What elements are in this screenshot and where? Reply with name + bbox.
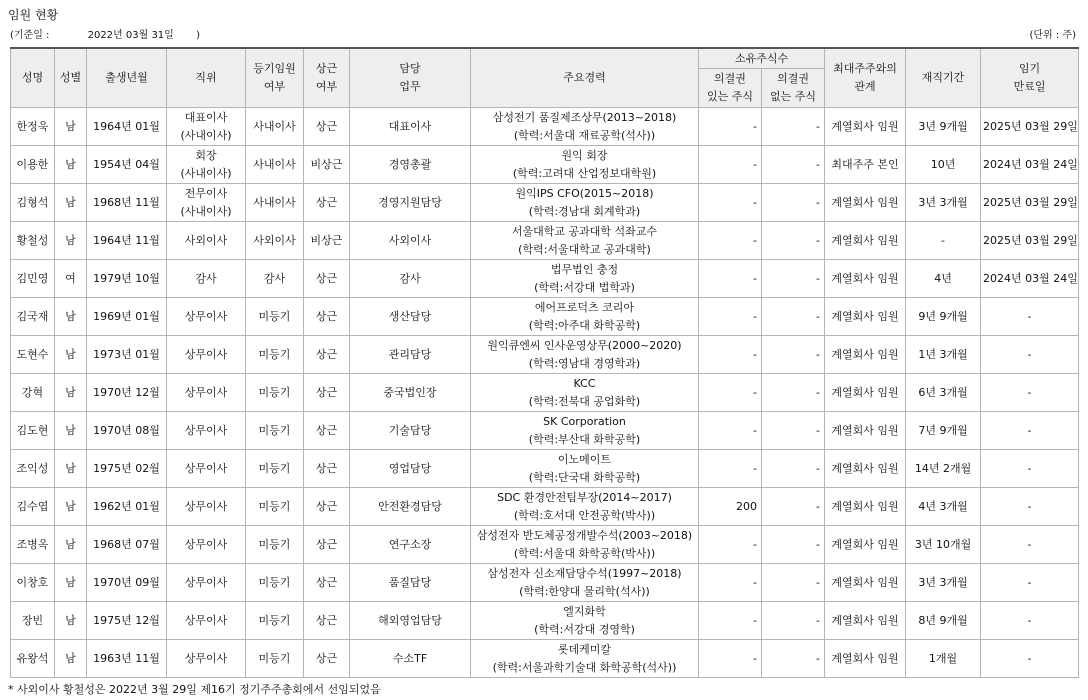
header-term: 임기 만료일 [981, 48, 1079, 108]
header-registered: 등기임원 여부 [246, 48, 304, 108]
cell-birth: 1964년 11월 [87, 222, 167, 260]
cell-voting-shares: - [699, 374, 762, 412]
cell-relation: 계열회사 임원 [825, 450, 906, 488]
header-gender: 성별 [55, 48, 87, 108]
table-row [11, 488, 1079, 526]
cell-gender: 남 [55, 564, 87, 602]
cell-fulltime: 상근 [304, 260, 350, 298]
cell-duty: 생산담당 [350, 298, 471, 336]
cell-nonvoting-shares: - [762, 450, 825, 488]
cell-fulltime: 상근 [304, 640, 350, 678]
cell-gender: 남 [55, 526, 87, 564]
cell-term-expiry: - [981, 564, 1079, 602]
cell-voting-shares: - [699, 298, 762, 336]
cell-career: 서울대학교 공과대학 석좌교수 (학력:서울대학교 공과대학) [471, 222, 699, 260]
cell-voting-shares: - [699, 640, 762, 678]
cell-term-expiry: 2025년 03월 29일 [981, 108, 1079, 146]
cell-name: 장빈 [11, 602, 55, 640]
cell-gender: 남 [55, 184, 87, 222]
cell-relation: 계열회사 임원 [825, 336, 906, 374]
cell-gender: 남 [55, 488, 87, 526]
cell-position: 상무이사 [167, 526, 246, 564]
cell-tenure: 1년 3개월 [906, 336, 981, 374]
cell-position: 상무이사 [167, 564, 246, 602]
cell-voting-shares: - [699, 412, 762, 450]
cell-gender: 남 [55, 222, 87, 260]
cell-voting-shares: - [699, 602, 762, 640]
cell-registered: 사외이사 [246, 222, 304, 260]
cell-duty: 경영총괄 [350, 146, 471, 184]
cell-relation: 계열회사 임원 [825, 640, 906, 678]
cell-position: 상무이사 [167, 488, 246, 526]
cell-term-expiry: - [981, 450, 1079, 488]
cell-term-expiry: - [981, 298, 1079, 336]
cell-gender: 남 [55, 108, 87, 146]
cell-career: 엘지화학 (학력:서강대 경영학) [471, 602, 699, 640]
cell-fulltime: 상근 [304, 108, 350, 146]
cell-position: 상무이사 [167, 450, 246, 488]
cell-relation: 계열회사 임원 [825, 184, 906, 222]
cell-gender: 남 [55, 336, 87, 374]
cell-tenure: 3년 3개월 [906, 184, 981, 222]
table-row [11, 222, 1079, 260]
footnote: * 사외이사 황철성은 2022년 3월 29일 제16기 정기주주총회에서 선임되었음 [8, 683, 381, 696]
cell-registered: 사내이사 [246, 146, 304, 184]
cell-tenure: 1개월 [906, 640, 981, 678]
unit-label: (단위 : 주) [1029, 30, 1076, 41]
cell-registered: 미등기 [246, 336, 304, 374]
cell-registered: 미등기 [246, 450, 304, 488]
cell-name: 유왕석 [11, 640, 55, 678]
cell-birth: 1968년 11월 [87, 184, 167, 222]
cell-gender: 남 [55, 298, 87, 336]
cell-registered: 미등기 [246, 374, 304, 412]
cell-name: 김민영 [11, 260, 55, 298]
cell-career: 삼성전자 신소재담당수석(1997~2018) (학력:한양대 물리학(석사)) [471, 564, 699, 602]
cell-gender: 남 [55, 146, 87, 184]
cell-duty: 중국법인장 [350, 374, 471, 412]
cell-term-expiry: - [981, 640, 1079, 678]
cell-voting-shares: - [699, 336, 762, 374]
page-title: 임원 현황 [8, 8, 59, 22]
cell-registered: 미등기 [246, 526, 304, 564]
header-name: 성명 [11, 48, 55, 108]
cell-name: 이용한 [11, 146, 55, 184]
cell-nonvoting-shares: - [762, 260, 825, 298]
basis-date-line [10, 26, 200, 41]
cell-career: 원익IPS CFO(2015~2018) (학력:경남대 회계학과) [471, 184, 699, 222]
cell-name: 조익성 [11, 450, 55, 488]
cell-gender: 여 [55, 260, 87, 298]
cell-relation: 계열회사 임원 [825, 488, 906, 526]
cell-nonvoting-shares: - [762, 526, 825, 564]
cell-relation: 계열회사 임원 [825, 602, 906, 640]
cell-tenure: 3년 3개월 [906, 564, 981, 602]
cell-term-expiry: 2025년 03월 29일 [981, 222, 1079, 260]
cell-voting-shares: - [699, 146, 762, 184]
cell-voting-shares: - [699, 526, 762, 564]
cell-duty: 안전환경담당 [350, 488, 471, 526]
cell-position: 사외이사 [167, 222, 246, 260]
table-row [11, 526, 1079, 564]
cell-birth: 1963년 11월 [87, 640, 167, 678]
cell-tenure: 8년 9개월 [906, 602, 981, 640]
cell-term-expiry: - [981, 412, 1079, 450]
cell-nonvoting-shares: - [762, 602, 825, 640]
cell-duty: 수소TF [350, 640, 471, 678]
cell-career: SK Corporation (학력:부산대 화학공학) [471, 412, 699, 450]
cell-name: 도현수 [11, 336, 55, 374]
cell-position: 상무이사 [167, 374, 246, 412]
cell-position: 회장 (사내이사) [167, 146, 246, 184]
cell-fulltime: 상근 [304, 564, 350, 602]
executives-table [10, 47, 1079, 678]
cell-registered: 감사 [246, 260, 304, 298]
cell-career: 삼성전자 반도체공정개발수석(2003~2018) (학력:서울대 화학공학(박사)) [471, 526, 699, 564]
cell-name: 김형석 [11, 184, 55, 222]
cell-fulltime: 상근 [304, 602, 350, 640]
cell-position: 대표이사 (사내이사) [167, 108, 246, 146]
cell-birth: 1968년 07월 [87, 526, 167, 564]
header-birth: 출생년월 [87, 48, 167, 108]
cell-duty: 대표이사 [350, 108, 471, 146]
cell-gender: 남 [55, 450, 87, 488]
cell-registered: 미등기 [246, 564, 304, 602]
cell-nonvoting-shares: - [762, 336, 825, 374]
cell-nonvoting-shares: - [762, 564, 825, 602]
cell-career: 원익큐엔씨 인사운영상무(2000~2020) (학력:영남대 경영학과) [471, 336, 699, 374]
cell-registered: 미등기 [246, 602, 304, 640]
cell-position: 상무이사 [167, 602, 246, 640]
cell-position: 상무이사 [167, 298, 246, 336]
cell-voting-shares: - [699, 564, 762, 602]
cell-nonvoting-shares: - [762, 146, 825, 184]
header-tenure: 재직기간 [906, 48, 981, 108]
table-row [11, 108, 1079, 146]
cell-registered: 미등기 [246, 488, 304, 526]
cell-registered: 미등기 [246, 640, 304, 678]
cell-fulltime: 상근 [304, 450, 350, 488]
cell-position: 감사 [167, 260, 246, 298]
cell-relation: 계열회사 임원 [825, 374, 906, 412]
cell-duty: 해외영업담당 [350, 602, 471, 640]
cell-gender: 남 [55, 602, 87, 640]
cell-birth: 1973년 01월 [87, 336, 167, 374]
table-row [11, 260, 1079, 298]
cell-duty: 경영지원담당 [350, 184, 471, 222]
cell-nonvoting-shares: - [762, 640, 825, 678]
cell-tenure: - [906, 222, 981, 260]
cell-term-expiry: - [981, 602, 1079, 640]
cell-duty: 영업담당 [350, 450, 471, 488]
table-row [11, 602, 1079, 640]
cell-fulltime: 상근 [304, 336, 350, 374]
cell-tenure: 4년 [906, 260, 981, 298]
cell-tenure: 6년 3개월 [906, 374, 981, 412]
cell-position: 전무이사 (사내이사) [167, 184, 246, 222]
header-fulltime: 상근 여부 [304, 48, 350, 108]
header-voting: 의결권 있는 주식 [699, 69, 762, 108]
cell-duty: 감사 [350, 260, 471, 298]
cell-duty: 연구소장 [350, 526, 471, 564]
cell-birth: 1969년 01월 [87, 298, 167, 336]
cell-fulltime: 상근 [304, 488, 350, 526]
cell-registered: 사내이사 [246, 184, 304, 222]
cell-nonvoting-shares: - [762, 108, 825, 146]
cell-duty: 관리담당 [350, 336, 471, 374]
cell-voting-shares: - [699, 222, 762, 260]
table-row [11, 450, 1079, 488]
cell-nonvoting-shares: - [762, 184, 825, 222]
cell-tenure: 3년 9개월 [906, 108, 981, 146]
cell-relation: 계열회사 임원 [825, 108, 906, 146]
cell-gender: 남 [55, 374, 87, 412]
cell-fulltime: 상근 [304, 526, 350, 564]
table-row [11, 412, 1079, 450]
cell-term-expiry: - [981, 374, 1079, 412]
cell-gender: 남 [55, 412, 87, 450]
cell-birth: 1979년 10월 [87, 260, 167, 298]
cell-tenure: 10년 [906, 146, 981, 184]
cell-fulltime: 상근 [304, 412, 350, 450]
cell-tenure: 14년 2개월 [906, 450, 981, 488]
cell-relation: 계열회사 임원 [825, 412, 906, 450]
cell-fulltime: 상근 [304, 298, 350, 336]
cell-term-expiry: - [981, 336, 1079, 374]
cell-career: 삼성전기 품질제조상무(2013~2018) (학력:서울대 재료공학(석사)) [471, 108, 699, 146]
cell-birth: 1964년 01월 [87, 108, 167, 146]
cell-relation: 최대주주 본인 [825, 146, 906, 184]
cell-term-expiry: 2024년 03월 24일 [981, 146, 1079, 184]
cell-registered: 미등기 [246, 298, 304, 336]
cell-duty: 품질담당 [350, 564, 471, 602]
table-row [11, 146, 1079, 184]
table-row [11, 564, 1079, 602]
cell-registered: 미등기 [246, 412, 304, 450]
cell-duty: 사외이사 [350, 222, 471, 260]
cell-fulltime: 상근 [304, 374, 350, 412]
cell-nonvoting-shares: - [762, 222, 825, 260]
cell-voting-shares: - [699, 108, 762, 146]
cell-relation: 계열회사 임원 [825, 526, 906, 564]
table-row [11, 640, 1079, 678]
header-relation: 최대주주와의 관계 [825, 48, 906, 108]
cell-name: 조병옥 [11, 526, 55, 564]
cell-voting-shares: - [699, 184, 762, 222]
cell-tenure: 7년 9개월 [906, 412, 981, 450]
cell-fulltime: 비상근 [304, 222, 350, 260]
cell-term-expiry: - [981, 488, 1079, 526]
cell-voting-shares: 200 [699, 488, 762, 526]
cell-term-expiry: 2025년 03월 29일 [981, 184, 1079, 222]
cell-fulltime: 상근 [304, 184, 350, 222]
cell-voting-shares: - [699, 260, 762, 298]
cell-name: 한정욱 [11, 108, 55, 146]
cell-name: 이창호 [11, 564, 55, 602]
cell-voting-shares: - [699, 450, 762, 488]
cell-duty: 기술담당 [350, 412, 471, 450]
header-nonvoting: 의결권 없는 주식 [762, 69, 825, 108]
cell-name: 김수엽 [11, 488, 55, 526]
cell-birth: 1975년 02월 [87, 450, 167, 488]
cell-career: KCC (학력:전북대 공업화학) [471, 374, 699, 412]
cell-nonvoting-shares: - [762, 298, 825, 336]
cell-relation: 계열회사 임원 [825, 222, 906, 260]
header-career: 주요경력 [471, 48, 699, 108]
cell-name: 김국재 [11, 298, 55, 336]
cell-tenure: 4년 3개월 [906, 488, 981, 526]
cell-career: 원익 회장 (학력:고려대 산업정보대학원) [471, 146, 699, 184]
table-row [11, 374, 1079, 412]
header-shares-group: 소유주식수 [699, 48, 825, 69]
cell-position: 상무이사 [167, 336, 246, 374]
header-duty: 담당 업무 [350, 48, 471, 108]
cell-tenure: 9년 9개월 [906, 298, 981, 336]
cell-birth: 1970년 09월 [87, 564, 167, 602]
cell-relation: 계열회사 임원 [825, 298, 906, 336]
cell-fulltime: 비상근 [304, 146, 350, 184]
table-row [11, 336, 1079, 374]
cell-name: 김도현 [11, 412, 55, 450]
cell-career: 법무법인 충정 (학력:서강대 법학과) [471, 260, 699, 298]
table-row [11, 184, 1079, 222]
cell-registered: 사내이사 [246, 108, 304, 146]
cell-relation: 계열회사 임원 [825, 564, 906, 602]
cell-career: 이노메이트 (학력:단국대 화학공학) [471, 450, 699, 488]
cell-tenure: 3년 10개월 [906, 526, 981, 564]
header-position: 직위 [167, 48, 246, 108]
cell-relation: 계열회사 임원 [825, 260, 906, 298]
cell-career: 롯데케미칼 (학력:서울과학기술대 화학공학(석사)) [471, 640, 699, 678]
cell-term-expiry: - [981, 526, 1079, 564]
cell-nonvoting-shares: - [762, 488, 825, 526]
cell-position: 상무이사 [167, 640, 246, 678]
table-row [11, 298, 1079, 336]
cell-name: 강혁 [11, 374, 55, 412]
cell-birth: 1962년 01월 [87, 488, 167, 526]
cell-career: 에어프로덕츠 코리아 (학력:아주대 화학공학) [471, 298, 699, 336]
cell-birth: 1954년 04월 [87, 146, 167, 184]
basis-suffix: ) [196, 30, 201, 41]
cell-career: SDC 환경안전팀부장(2014~2017) (학력:호서대 안전공학(박사)) [471, 488, 699, 526]
cell-gender: 남 [55, 640, 87, 678]
cell-birth: 1970년 12월 [87, 374, 167, 412]
basis-date: 2022년 03월 31일 [87, 30, 174, 41]
cell-position: 상무이사 [167, 412, 246, 450]
cell-nonvoting-shares: - [762, 374, 825, 412]
cell-name: 황철성 [11, 222, 55, 260]
cell-term-expiry: 2024년 03월 24일 [981, 260, 1079, 298]
cell-nonvoting-shares: - [762, 412, 825, 450]
cell-birth: 1975년 12월 [87, 602, 167, 640]
cell-birth: 1970년 08월 [87, 412, 167, 450]
basis-prefix: (기준일 : [10, 30, 50, 41]
